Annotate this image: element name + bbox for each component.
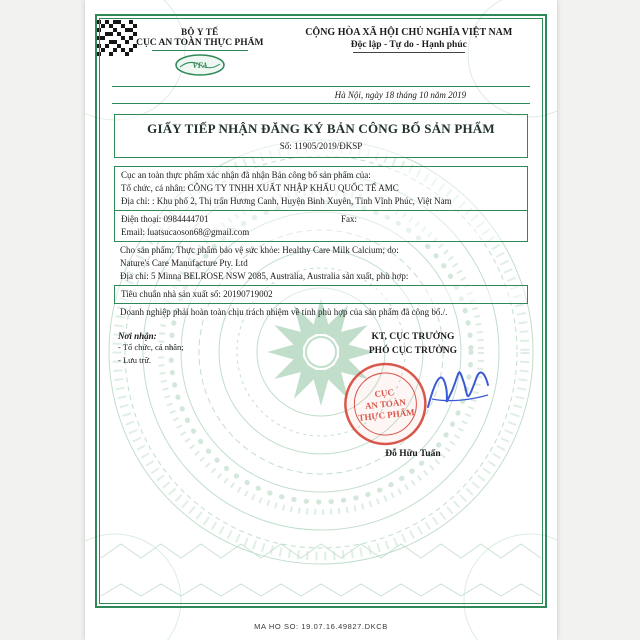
signer-title-1: KT, CỤC TRƯỞNG [371,332,455,343]
motto-underline [353,52,465,53]
standard-line: Tiêu chuẩn nhà sản xuất số: 20190719002 [121,289,273,300]
recipient-item: - Tổ chức, cá nhân; [118,342,184,353]
ministry-name: BỘ Y TẾ [181,27,219,37]
phone-line: Điện thoại: 0984444701 [121,214,209,225]
recipients-label: Nơi nhận: [118,331,157,342]
country-title: CỘNG HÒA XÃ HỘI CHỦ NGHĨA VIỆT NAM [305,27,513,38]
header [112,27,530,82]
vfa-logo-text: VFA [192,61,208,70]
signer-name: Đỗ Hữu Tuấn [385,449,441,459]
stamp-text-line: AN TOÀN [364,396,407,412]
product-section [114,242,528,285]
certificate-body [114,166,528,321]
certificate-page [85,0,557,640]
title-box [114,114,528,158]
official-stamp [338,357,433,454]
manufacturer-line: Nature's Care Manufacture Pty. Ltd [120,258,248,269]
certificate-number: Số: 11905/2019/ĐKSP [279,141,363,151]
email-line: Email: luatsucaoson68@gmail.com [121,227,250,238]
signature-area [296,361,530,449]
certificate-border-frame [95,14,547,608]
stamp-text-line: CỤC [373,387,395,400]
manufacturer-address-line: Địa chỉ: 5 Minna BELROSE NSW 2085, Australia, Australia sản xuất, phù hợp: [120,271,409,282]
intro-line: Cục an toàn thực phẩm xác nhận đã nhận Bản công bố sản phẩm của: [121,170,371,180]
fax-line: Fax: [341,214,358,225]
stamp-text-line: THỰC PHẨM [357,407,416,423]
organization-line: Tổ chức, cá nhân: CÔNG TY TNHH XUẤT NHẬP KHẨU QUỐC TẾ AMC [121,183,399,194]
issue-date: Hà Nội, ngày 18 tháng 10 năm 2019 [334,90,467,100]
address-line: Địa chỉ: : Khu phố 2, Thị trấn Hương Canh, Huyện Bình Xuyên, Tỉnh Vĩnh Phúc, Việt Nam [121,196,452,207]
contact-box [114,211,528,242]
applicant-box [114,166,528,211]
signature-mark [422,357,494,421]
recipient-item: - Lưu trữ. [118,355,152,366]
responsibility-line: Doanh nghiệp phải hoàn toàn chịu trách nhiệm về tính phù hợp của sản phẩm đã công bố./. [120,307,448,318]
national-motto: Độc lập - Tự do - Hạnh phúc [350,40,467,50]
standard-box [114,285,528,304]
product-line: Cho sản phẩm: Thực phẩm bảo vệ sức khỏe: Healthy Care Milk Calcium; do: [120,245,399,256]
department-underline [152,50,248,51]
certificate-title: GIẤY TIẾP NHẬN ĐĂNG KÝ BẢN CÔNG BỐ SẢN PHẨM [147,121,495,136]
date-band [112,86,530,104]
footer [112,331,530,459]
signer-title-2: PHÓ CỤC TRƯỞNG [368,346,458,357]
department-name: CỤC AN TOÀN THỰC PHẨM [136,38,264,48]
file-code: MA HO SO: 19.07.16.49827.DKCB [254,622,388,631]
vfa-logo [112,53,288,82]
